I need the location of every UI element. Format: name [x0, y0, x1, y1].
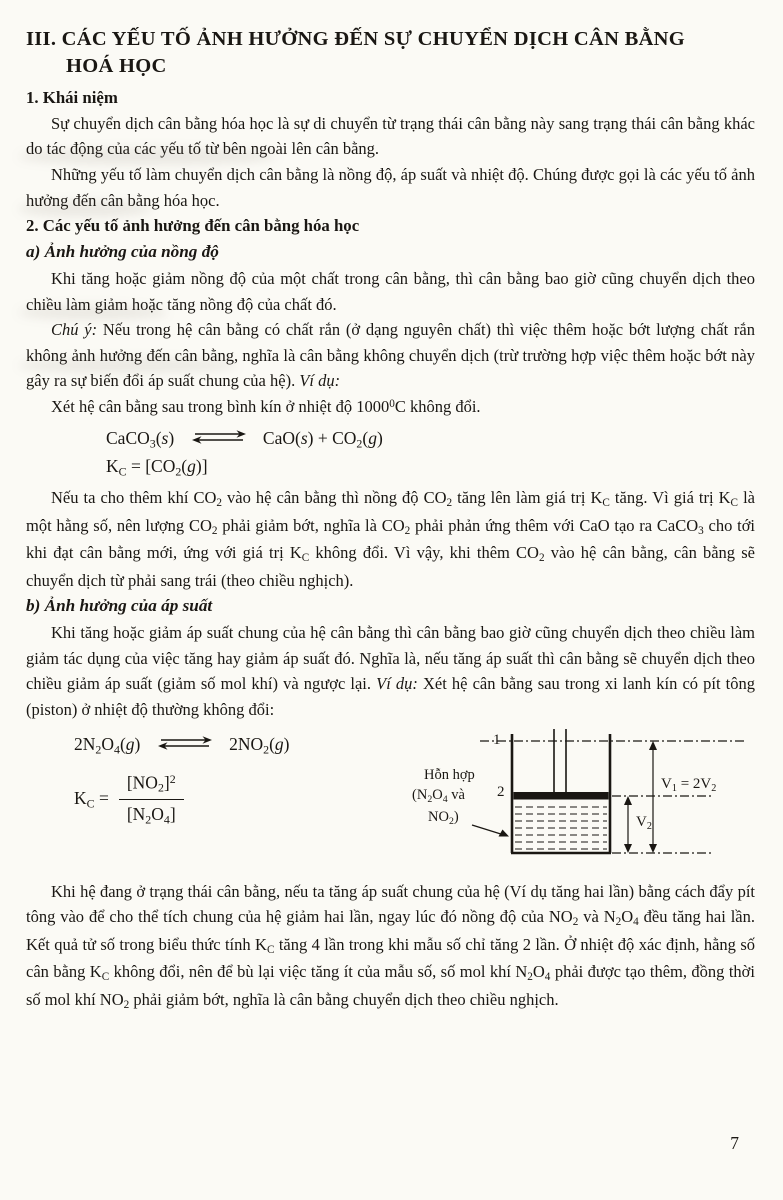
- fraction-numerator: $[NO_2]^2$: [119, 771, 184, 800]
- paragraph-cac-yeu-to: Những yếu tố làm chuyển dịch cân bằng là nồng độ, áp suất và nhiệt độ. Chúng được gọi là các yếu tố ảnh hưởng đến cân bằng hóa học.: [26, 164, 755, 210]
- section-title-line1: III. CÁC YẾU TỐ ẢNH HƯỞNG ĐẾN SỰ CHUYỂN DỊCH CÂN BẰNG: [26, 28, 686, 50]
- figure-v1-label: $V_1 = 2V_2$: [661, 775, 717, 794]
- paragraph-nong-do: Khi tăng hoặc giảm nồng độ của một chất trong cân bằng, thì cân bằng bao giờ cũng chuyển dịch theo chiều làm giảm hoặc tăng nồng độ của chất đó.: [26, 268, 755, 314]
- section-title: [26, 26, 755, 81]
- fraction: [119, 771, 184, 827]
- equation-kc-lhs: $K_C$ =: [74, 788, 109, 811]
- figure-v2-label: $V_2$: [636, 813, 652, 832]
- paragraph-them-co2: Nếu ta cho thêm khí $CO_2$ vào hệ cân bằng thì nồng độ $CO_2$ tăng lên làm giá trị $K_C$ tăng. Vì giá trị $K_C$ là một hằng số, nên lượng $CO_2$ phải giảm bớt, nghĩa là $CO_2$ phải phản ứng thêm với CaO tạo ra CaCO$_3$ cho tới khi đạt cân bằng mới, ứng với giá trị $K_C$ không đổi. Vì vậy, khi thêm $CO_2$ vào hệ cân bằng, cân bằng sẽ chuyển dịch từ phải sang trái (theo chiều nghịch).: [26, 487, 756, 590]
- heading-cac-yeu-to-anh-huong: 2. Các yếu tố ảnh hưởng đến cân bằng hóa học: [26, 216, 360, 236]
- piston-cylinder-figure: [410, 729, 755, 869]
- paragraph-ket-luan-ap-suat: Khi hệ đang ở trạng thái cân bằng, nếu ta tăng áp suất chung của hệ (Ví dụ tăng hai lần) bằng cách đẩy pít tông vào để cho thể tích chung của hệ giảm hai lần, ngay lúc đó nồng độ của $NO_2$ và $N_2O_4$ đều tăng hai lần. Kết quả tử số trong biểu thức tính $K_C$ tăng 4 lần trong khi mẫu số chỉ tăng 2 lần. Ở nhiệt độ xác định, hằng số cân bằng $K_C$ không đổi, nên để bù lại việc tăng ít của mẫu số, số mol khí $N_2O_4$ phải được tạo thêm, đồng thời số mol khí $NO_2$ phải giảm bớt, nghĩa là cân bằng chuyển dịch theo chiều nghịch.: [26, 881, 755, 1012]
- equation-n2o4-left: $2N_2O_4(g)$: [74, 733, 141, 756]
- figure-position-1-label: 1: [493, 731, 501, 748]
- figure-mixture-label-line3: $NO_2$): [428, 808, 459, 827]
- equilibrium-arrow-icon: [158, 734, 212, 758]
- heading-anh-huong-ap-suat: b) Ảnh hưởng của áp suất: [26, 596, 213, 616]
- equation-n2o4: [74, 733, 410, 758]
- fraction-denominator: $[N_2O_4]$: [126, 804, 176, 827]
- page-number: 7: [730, 1133, 739, 1153]
- figure-mixture-label: [412, 765, 504, 829]
- equation-column: [26, 727, 410, 828]
- equation-n2o4-right: $2NO_2(g)$: [229, 733, 290, 756]
- equation-kc-co2: $K_C = [CO_2(g)]$: [106, 455, 208, 478]
- equation-caco3: [106, 427, 755, 452]
- figure-mixture-label-line1: Hỗn hợp: [424, 766, 475, 783]
- heading-anh-huong-nong-do: a) Ảnh hưởng của nồng độ: [26, 242, 219, 262]
- paragraph-dinh-nghia: Sự chuyển dịch cân bằng hóa học là sự di chuyển từ trạng thái cân bằng này sang trạng thái cân bằng khác do tác động của các yếu tố từ bên ngoài lên cân bằng.: [26, 113, 755, 159]
- heading-khai-niem: 1. Khái niệm: [26, 87, 118, 107]
- paragraph-ap-suat: Khi tăng hoặc giảm áp suất chung của hệ cân bằng thì cân bằng bao giờ cũng chuyển dịch theo chiều làm giảm tác dụng của việc tăng hay giảm áp suất đó. Nghĩa là, nếu tăng áp suất thì cân bằng sẽ chuyển dịch theo chiều giảm áp suất (giảm số mol khí) và ngược lại. Ví dụ: Xét hệ cân bằng sau trong xi lanh kín có pít tông (piston) ở nhiệt độ thường không đổi:: [26, 623, 755, 719]
- equation-figure-row: [26, 727, 755, 869]
- equation-caco3-left: CaCO$_3$(s): [106, 427, 175, 451]
- figure-mixture-label-line2: ($N_2O_4$ và: [412, 787, 465, 805]
- figure-position-2-label: 2: [497, 783, 505, 800]
- section-title-line2: HOÁ HỌC: [66, 55, 167, 78]
- paragraph-chu-y: Chú ý: Nếu trong hệ cân bằng có chất rắn (ở dạng nguyên chất) thì việc thêm hoặc bớt lượng chất rắn không ảnh hưởng đến cân bằng, nghĩa là cân bằng không chuyển dịch (trừ trường hợp việc thêm hoặc bớt này gây ra sự biến đổi áp suất chung của hệ). Ví dụ:: [26, 320, 755, 391]
- equation-kc-fraction: [74, 771, 410, 827]
- equilibrium-arrow-icon: [192, 428, 246, 452]
- paragraph-vi-du-caco3: Xét hệ cân bằng sau trong bình kín ở nhiệt độ 1000$^0$C không đổi.: [51, 397, 481, 417]
- equation-caco3-right: $CaO(s) + CO_2(g)$: [262, 427, 383, 451]
